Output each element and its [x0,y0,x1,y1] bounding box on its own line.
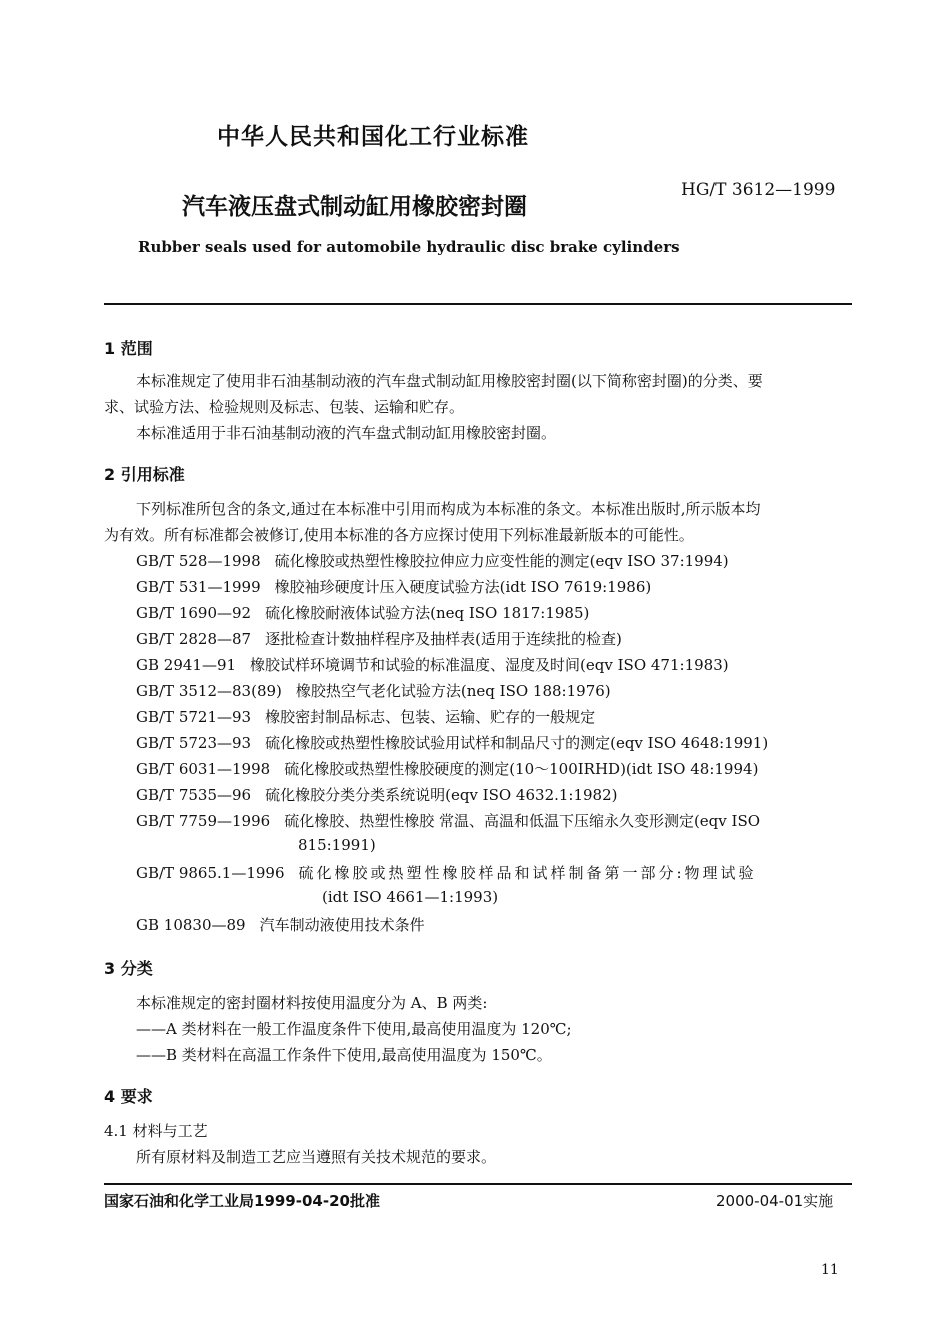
reference-title: 硫化橡胶或热塑性橡胶样品和试样制备第一部分:物理试验 [298,864,757,882]
section-3-list-item-a: ——A 类材料在一般工作温度条件下使用,最高使用温度为 120℃; [136,1020,572,1038]
reference-title: 硫化橡胶分类分类系统说明(eqv ISO 4632.1:1982) [265,786,618,804]
reference-title: 橡胶密封制品标志、包装、运输、贮存的一般规定 [265,708,596,726]
reference-item [136,576,651,597]
footer-divider [104,1183,852,1185]
section-2-paragraph-line-1: 下列标准所包含的条文,通过在本标准中引用而构成为本标准的条文。本标准出版时,所示版本均 [136,500,761,518]
section-2-paragraph-line-2: 为有效。所有标准都会被修订,使用本标准的各方应探讨使用下列标准最新版本的可能性。 [104,526,694,544]
reference-code: GB/T 7535—96 [136,786,252,804]
section-1-paragraph-2: 本标准适用于非石油基制动液的汽车盘式制动缸用橡胶密封圈。 [136,424,557,442]
section-1-paragraph-1-line-2: 求、试验方法、检验规则及标志、包装、运输和贮存。 [104,398,465,416]
section-1-paragraph-1-line-1: 本标准规定了使用非石油基制动液的汽车盘式制动缸用橡胶密封圈(以下简称密封圈)的分类、要 [136,372,763,390]
reference-item [136,550,729,571]
reference-item [136,628,622,649]
reference-title: 硫化橡胶或热塑性橡胶硬度的测定(10～100IRHD)(idt ISO 48:1994) [284,760,759,778]
reference-title: 橡胶袖珍硬度计压入硬度试验方法(idt ISO 7619:1986) [274,578,652,596]
document-title-cn: 汽车液压盘式制动缸用橡胶密封圈 [182,194,527,220]
section-4-heading: 4 要求 [104,1087,153,1106]
reference-code: GB/T 3512—83(89) [136,682,282,700]
document-title-en: Rubber seals used for automobile hydraulic disc brake cylinders [138,238,680,256]
section-1-heading: 1 范围 [104,339,153,358]
reference-item [136,732,768,753]
reference-title: 汽车制动液使用技术条件 [259,916,425,934]
reference-item [136,706,595,727]
reference-item [136,602,589,623]
section-3-paragraph-1: 本标准规定的密封圈材料按使用温度分为 A、B 两类: [136,994,488,1012]
reference-code: GB/T 5723—93 [136,734,252,752]
reference-title-continuation: (idt ISO 4661—1:1993) [322,888,499,906]
section-3-list-item-b: ——B 类材料在高温工作条件下使用,最高使用温度为 150℃。 [136,1046,552,1064]
reference-title: 硫化橡胶、热塑性橡胶 常温、高温和低温下压缩永久变形测定(eqv ISO [284,812,761,830]
reference-item [136,914,425,935]
page-number: 11 [821,1262,839,1278]
reference-code: GB 2941—91 [136,656,237,674]
reference-item [136,654,729,675]
reference-code: GB/T 9865.1—1996 [136,864,285,882]
reference-code: GB/T 1690—92 [136,604,252,622]
effective-date: 2000-04-01实施 [716,1192,834,1210]
reference-title: 硫化橡胶耐液体试验方法(neq ISO 1817:1985) [265,604,590,622]
reference-code: GB/T 528—1998 [136,552,261,570]
standard-category: 中华人民共和国化工行业标准 [217,124,529,150]
reference-code: GB/T 2828—87 [136,630,252,648]
section-4-1-heading: 4.1 材料与工艺 [104,1122,208,1140]
reference-title: 硫化橡胶或热塑性橡胶拉伸应力应变性能的测定(eqv ISO 37:1994) [274,552,729,570]
section-2-heading: 2 引用标准 [104,465,185,484]
section-3-heading: 3 分类 [104,959,153,978]
reference-code: GB/T 5721—93 [136,708,252,726]
standard-number: HG/T 3612—1999 [681,180,836,200]
reference-title: 逐批检查计数抽样程序及抽样表(适用于连续批的检查) [265,630,622,648]
reference-item [136,680,611,701]
reference-title: 橡胶试样环境调节和试验的标准温度、湿度及时间(eqv ISO 471:1983) [250,656,729,674]
reference-title-continuation: 815:1991) [298,836,376,854]
reference-code: GB/T 7759—1996 [136,812,271,830]
header-divider [104,303,852,305]
reference-title: 硫化橡胶或热塑性橡胶试验用试样和制品尺寸的测定(eqv ISO 4648:1991) [265,734,769,752]
approval-statement: 国家石油和化学工业局1999-04-20批准 [104,1192,380,1210]
reference-code: GB 10830—89 [136,916,246,934]
reference-item [136,862,757,883]
reference-title: 橡胶热空气老化试验方法(neq ISO 188:1976) [295,682,611,700]
reference-item [136,758,758,779]
reference-item [136,810,760,831]
reference-code: GB/T 6031—1998 [136,760,271,778]
reference-item [136,784,618,805]
reference-code: GB/T 531—1999 [136,578,261,596]
section-4-1-paragraph: 所有原材料及制造工艺应当遵照有关技术规范的要求。 [136,1148,497,1166]
